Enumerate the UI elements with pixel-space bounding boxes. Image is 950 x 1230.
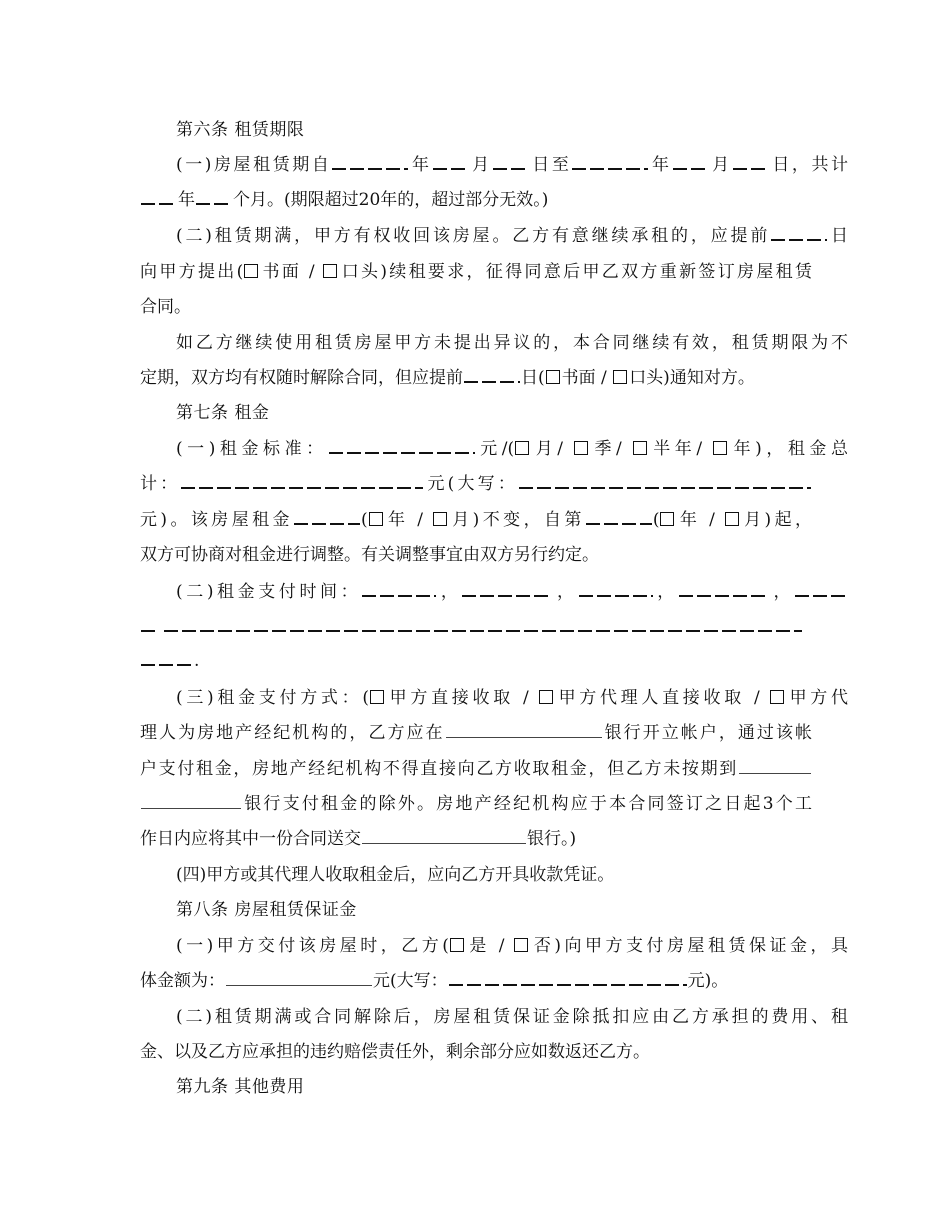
checkbox[interactable]: [450, 938, 464, 952]
checkbox[interactable]: [633, 441, 647, 455]
checkbox[interactable]: [433, 512, 447, 526]
s7-p2-line3: .: [140, 644, 812, 678]
checkbox[interactable]: [546, 370, 560, 384]
section-6-title: 第六条 租赁期限: [176, 120, 305, 140]
checkbox[interactable]: [660, 512, 674, 526]
s6-p2-line2: 向甲方提出( 书面 / 口头)续租要求，征得同意后甲乙双方重新签订房屋租赁: [140, 262, 812, 282]
section-7-title: 第七条 租金: [176, 403, 270, 423]
s8-p2-line1: (二)租赁期满或合同解除后，房屋租赁保证金除抵扣应由乙方承担的费用、租: [176, 1007, 848, 1027]
s7-p3-line3: 户支付租金，房地产经纪机构不得直接向乙方收取租金，但乙方未按期到: [140, 752, 812, 786]
s6-p2-line1: (二)租赁期满，甲方有权收回该房屋。乙方有意继续承租的，应提前 日: [176, 226, 849, 246]
s7-p2-line1: (二)租金支付时间： ， ， ， ，: [140, 575, 848, 609]
s7-p3-line1: (三)租金支付方式：( 甲方直接收取 / 甲方代理人直接收取 / 甲方代: [176, 688, 848, 708]
checkbox[interactable]: [369, 512, 383, 526]
checkbox[interactable]: [515, 441, 529, 455]
s8-p1-line2: 体金额为： 元(大写： 元)。: [140, 971, 729, 991]
checkbox[interactable]: [370, 690, 384, 704]
s7-p2-line2: [140, 610, 812, 644]
s6-p1-line2: 年 个月。(期限超过20年的，超过部分无效。): [140, 183, 812, 217]
checkbox[interactable]: [514, 938, 528, 952]
s7-p1-line4: 双方可协商对租金进行调整。有关调整事宜由双方另行约定。: [140, 545, 599, 565]
section-8-title: 第八条 房屋租赁保证金: [176, 900, 357, 920]
s7-p4: (四)甲方或其代理人收取租金后，应向乙方开具收款凭证。: [176, 865, 615, 885]
s7-p1-line2: 计： 元(大写：: [140, 467, 812, 501]
s7-p1-line1: (一)租金标准： 元/( 月/ 季/ 半年/ 年)，租金总: [176, 439, 848, 459]
s7-p3-line2: 理人为房地产经纪机构的，乙方应在 银行开立帐户，通过该帐: [140, 723, 813, 743]
section-9-title: 第九条 其他费用: [176, 1077, 305, 1097]
checkbox[interactable]: [770, 690, 784, 704]
s6-p3-line2: 定期，双方均有权随时解除合同，但应提前 日( 书面 / 口头)通知对方。: [140, 368, 755, 388]
checkbox[interactable]: [613, 370, 627, 384]
s6-p1-line1: (一)房屋租赁期自 年 月 日至 年 月 日，共计: [176, 155, 849, 175]
s6-p2-line3: 合同。: [140, 297, 191, 317]
checkbox[interactable]: [713, 441, 727, 455]
s6-p3-line1: 如乙方继续使用租赁房屋甲方未提出异议的，本合同继续有效，租赁期限为不: [176, 333, 848, 353]
checkbox[interactable]: [725, 512, 739, 526]
checkbox[interactable]: [574, 441, 588, 455]
s7-p3-line5: 作日内应将其中一份合同送交 银行。): [140, 829, 577, 849]
s7-p3-line4: 银行支付租金的除外。房地产经纪机构应于本合同签订之日起3个工: [140, 787, 812, 821]
s8-p2-line2: 金、以及乙方应承担的违约赔偿责任外，剩余部分应如数返还乙方。: [140, 1042, 650, 1062]
s8-p1-line1: (一)甲方交付该房屋时，乙方( 是 / 否)向甲方支付房屋租赁保证金，具: [176, 936, 848, 956]
s7-p1-line3: 元)。该房屋租金 ( 年 / 月)不变，自第 ( 年 / 月)起，: [140, 510, 812, 530]
checkbox[interactable]: [323, 264, 337, 278]
checkbox[interactable]: [539, 690, 553, 704]
checkbox[interactable]: [244, 264, 258, 278]
